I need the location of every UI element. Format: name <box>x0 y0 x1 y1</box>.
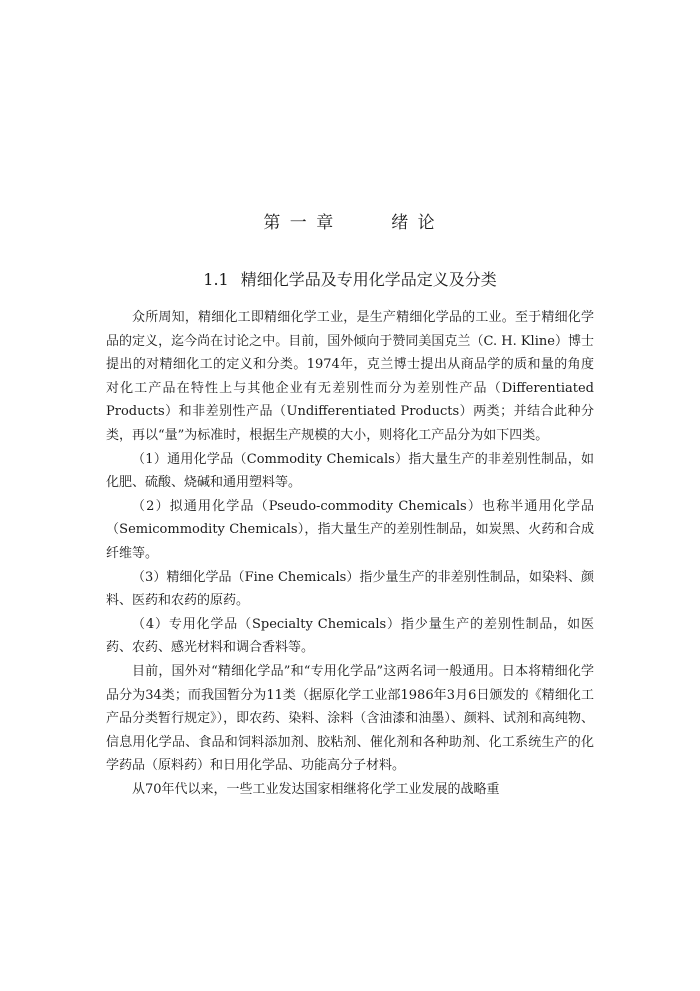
section-title: 精细化学品及专用化学品定义及分类 <box>240 270 497 289</box>
section-heading <box>0 267 700 290</box>
paragraph-continuation: 从70年代以来，一些工业发达国家相继将化学工业发展的战略重 <box>132 781 500 797</box>
paragraph-item-3: （3）精细化学品（Fine Chemicals）指少量生产的非差别性制品，如染料、颜料、医药和农药的原药。 <box>106 569 594 609</box>
chapter-label: 第 一 章 <box>263 213 336 233</box>
paragraph-classification: 目前，国外对“精细化学品”和“专用化学品”这两名词一般通用。日本将精细化学品分为34类；而我国暂分为11类（据原化学工业部1986年3月6日颁发的《精细化工产品分类暂行规定》），即农药、染料、涂料（含油漆和油墨）、颜料、试剂和高纯物、信息用化学品、食品和饲料添加剂、胶粘剂、催化剂和各种助剂、化工系统生产的化学药品（原料药）和日用化学品、功能高分子材料。 <box>106 663 594 774</box>
paragraph-intro: 众所周知，精细化工即精细化学工业，是生产精细化学品的工业。至于精细化学品的定义，迄今尚在讨论之中。目前，国外倾向于赞同美国克兰（C. H. Kline）博士提出的对精细化工的定义和分类。1974年，克兰博士提出从商品学的质和量的角度对化工产品在特性上与其他企业有无差别性而分为差别性产品（Differentiated Products）和非差别性产品（Undifferentiated Products）两类；并结合此种分类，再以“量”为标准时，根据生产规模的大小，则将化工产品分为如下四类。 <box>106 310 594 443</box>
paragraph-item-1: （1）通用化学品（Commodity Chemicals）指大量生产的非差别性制品，如化肥、硫酸、烧碱和通用塑料等。 <box>106 451 594 491</box>
paragraph-item-2: （2）拟通用化学品（Pseudo-commodity Chemicals）也称半通用化学品（Semicommodity Chemicals），指大量生产的差别性制品，如炭黑、火药和合成纤维等。 <box>106 498 594 561</box>
paragraph-item-4: （4）专用化学品（Specialty Chemicals）指少量生产的差别性制品，如医药、农药、感光材料和调合香料等。 <box>106 616 594 656</box>
body-text <box>106 306 594 801</box>
chapter-heading <box>0 208 700 233</box>
section-number: 1.1 <box>203 270 229 289</box>
chapter-title: 绪 论 <box>391 213 437 233</box>
